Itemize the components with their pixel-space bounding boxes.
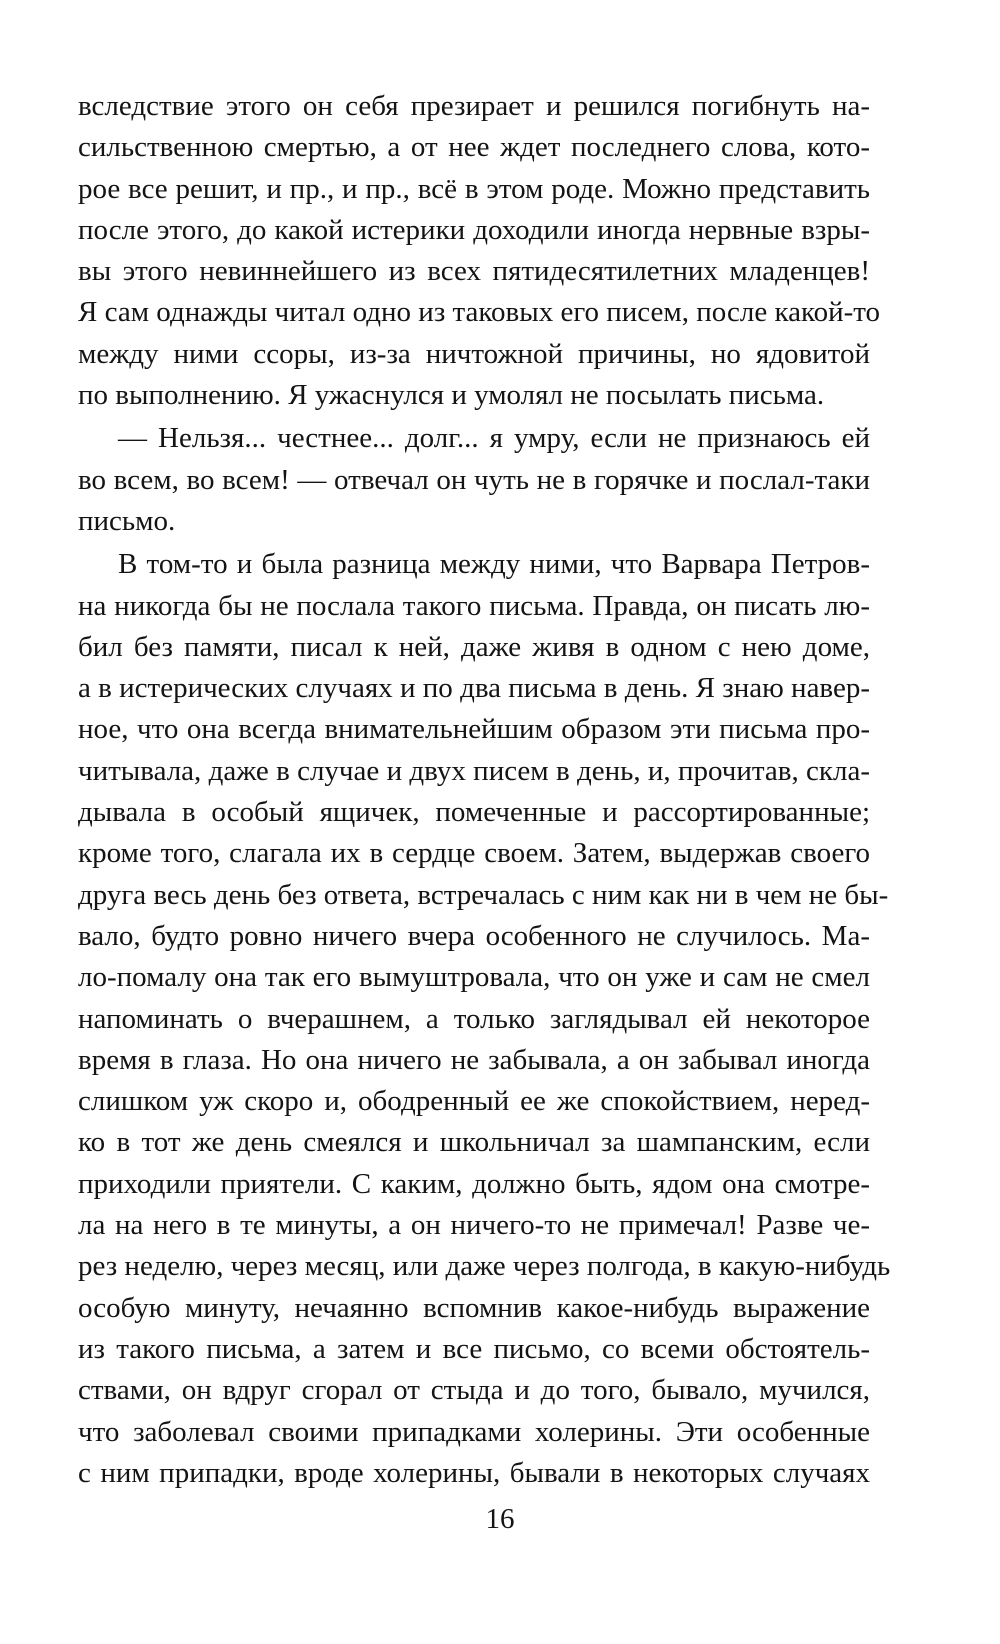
text-line: особую минуту, нечаянно вспомнив какое-нибудь выражение [78, 1291, 870, 1324]
text-line: письмо. [78, 504, 176, 537]
paragraph-2 [78, 418, 870, 542]
page-number: 16 [485, 1503, 515, 1535]
text-line: вследствие этого он себя презирает и решился погибнуть на- [78, 90, 870, 122]
text-line: по выполнению. Я ужаснулся и умолял не посылать письма. [78, 379, 825, 412]
body-text [78, 86, 891, 1494]
text-line: — Нельзя... честнее... долг... я умру, если не признаюсь ей [118, 422, 870, 455]
text-line: бил без памяти, писал к ней, даже живя в одном с нею доме, [78, 630, 870, 663]
text-line: время в глаза. Но она ничего не забывала, а он забывал иногда [78, 1043, 870, 1076]
text-line: Я сам однажды читал одно из таковых его писем, после какой-то [78, 296, 881, 329]
text-line: с ним припадки, вроде холерины, бывали в некоторых случаях [78, 1456, 870, 1489]
text-line: друга весь день без ответа, встречалась с ним как ни в чем не бы- [78, 878, 889, 911]
text-line: из такого письма, а затем и все письмо, со всеми обстоятель- [78, 1332, 870, 1365]
text-line: ствами, он вдруг сгорал от стыда и до того, бывало, мучился, [78, 1374, 870, 1407]
text-line: между ними ссоры, из-за ничтожной причины, но ядовитой [78, 337, 870, 370]
text-line: во всем, во всем! — отвечал он чуть не в горячке и послал-таки [78, 463, 870, 496]
text-line: кроме того, слагала их в сердце своем. Затем, выдержав своего [78, 837, 870, 870]
text-line: слишком уж скоро и, ободренный ее же спокойствием, неред- [78, 1085, 870, 1118]
text-line: ла на него в те минуты, а он ничего-то не примечал! Разве че- [78, 1209, 870, 1242]
text-line: сильственною смертью, а от нее ждет последнего слова, кото- [78, 131, 870, 164]
text-line: вало, будто ровно ничего вчера особенного не случилось. Ма- [78, 919, 870, 952]
text-line: приходили приятели. С каким, должно быть, ядом она смотре- [78, 1167, 870, 1200]
text-line: В том-то и была разница между ними, что Варвара Петров- [118, 548, 870, 581]
text-line: напоминать о вчерашнем, а только заглядывал ей некоторое [78, 1002, 870, 1035]
text-line: после этого, до какой истерики доходили иногда нервные взры- [78, 213, 870, 246]
text-line: дывала в особый ящичек, помеченные и рассортированные; [78, 796, 870, 829]
text-line: ло-помалу она так его вымуштровала, что он уже и сам не смел [78, 961, 870, 994]
text-line: ко в тот же день смеялся и школьничал за шампанским, если [78, 1126, 870, 1159]
text-line: а в истерических случаях и по два письма в день. Я знаю навер- [78, 672, 870, 705]
text-line: читывала, даже в случае и двух писем в день, и, прочитав, скла- [78, 754, 870, 787]
text-line: рое все решит, и пр., и пр., всё в этом роде. Можно представить [78, 172, 870, 205]
paragraph-1 [78, 86, 881, 416]
text-line: рез неделю, через месяц, или даже через полгода, в какую-нибудь [78, 1250, 891, 1283]
text-line: что заболевал своими припадками холерины. Эти особенные [78, 1415, 870, 1448]
paragraph-3 [78, 544, 891, 1494]
text-line: вы этого невиннейшего из всех пятидесятилетних младенцев! [78, 255, 870, 288]
text-line: на никогда бы не послала такого письма. Правда, он писать лю- [78, 589, 870, 622]
text-line: ное, что она всегда внимательнейшим образом эти письма про- [78, 713, 870, 746]
